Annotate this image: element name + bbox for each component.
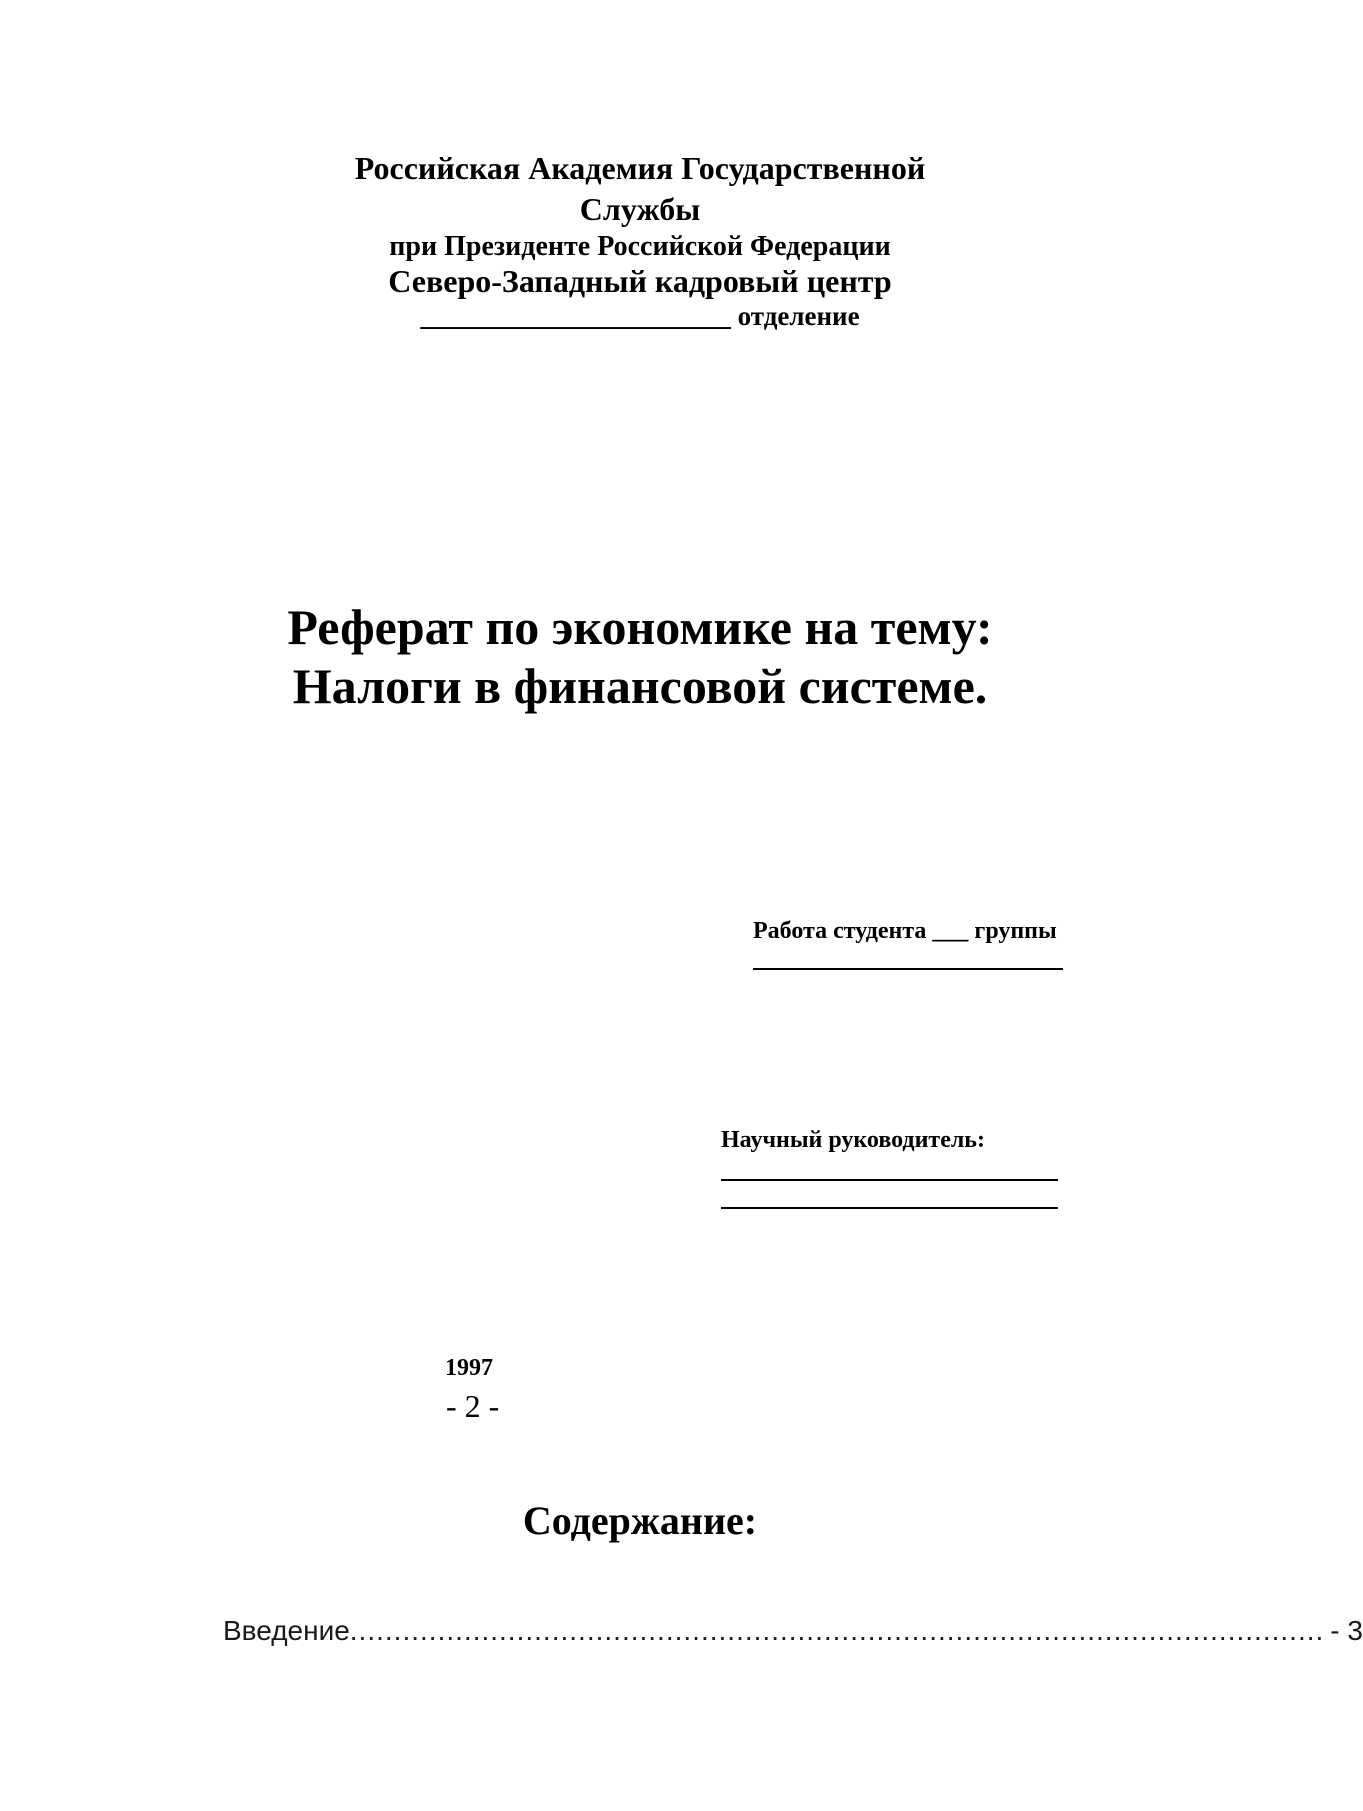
report-title-line-2: Налоги в финансовой системе. <box>292 658 988 714</box>
student-label: Работа студента ___ группы <box>753 918 1057 944</box>
supervisor-blank-line-1 <box>721 1179 1058 1181</box>
page-number: - 2 - <box>446 1388 500 1424</box>
supervisor-label: Научный руководитель: <box>721 1127 985 1153</box>
toc-entry-leader: ............................................................................................................... <box>349 1615 1325 1646</box>
supervisor-blank-line-2 <box>721 1207 1058 1209</box>
year: 1997 <box>445 1355 493 1381</box>
toc-entry-page: - 3 <box>1330 1615 1363 1646</box>
institution-affiliation: при Президенте Российской Федерации <box>389 231 891 262</box>
student-name-blank-line <box>753 968 1063 970</box>
institution-name-line-1: Российская Академия Государственной <box>354 150 926 186</box>
report-title-line-1: Реферат по экономике на тему: <box>287 599 993 655</box>
toc-entry <box>223 1615 1363 1647</box>
institution-name-line-2: Службы <box>579 191 701 227</box>
toc-heading: Содержание: <box>522 1498 758 1543</box>
toc-entry-label: Введение <box>223 1615 350 1646</box>
training-center-name: Северо-Западный кадровый центр <box>388 263 892 299</box>
department-field: _______________________ отделение <box>420 301 860 331</box>
